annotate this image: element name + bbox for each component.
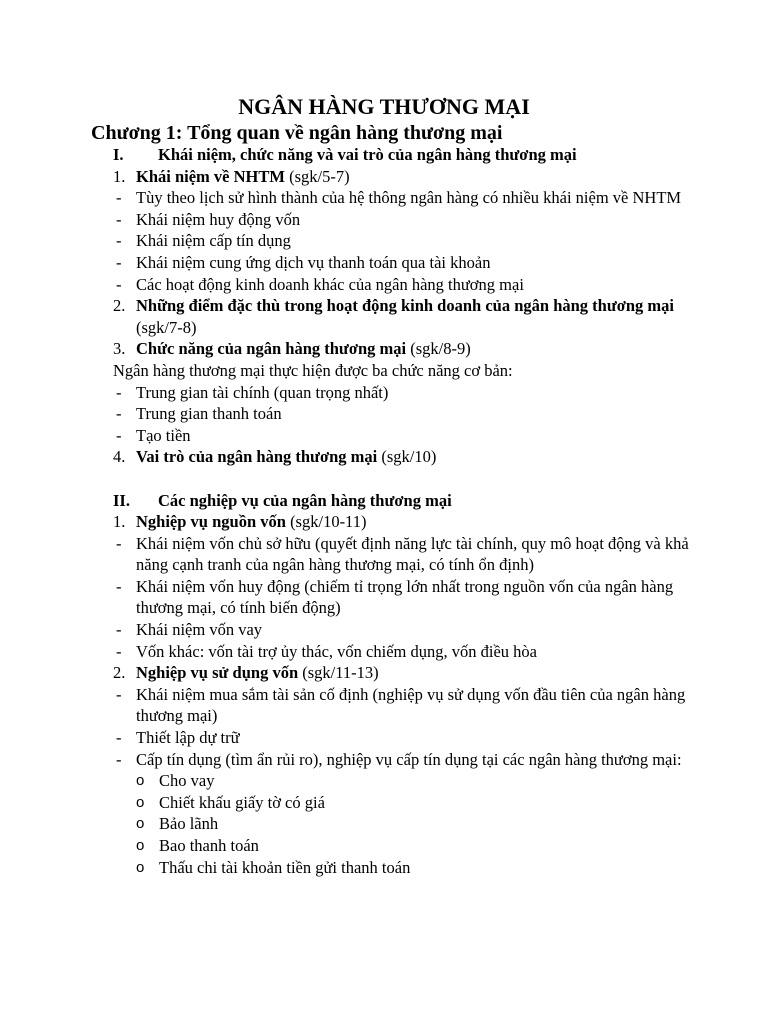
numbered-item: [113, 662, 693, 684]
list-item: [113, 619, 693, 641]
section-title: Khái niệm, chức năng và vai trò của ngân hàng thương mại: [158, 145, 577, 164]
item-reference: (sgk/10-11): [285, 512, 367, 532]
section-marker: II.: [113, 490, 130, 510]
item-reference: (sgk/10): [377, 447, 437, 467]
circle-marker: o: [136, 837, 145, 854]
sub-list-item: [113, 792, 693, 814]
section-marker: I.: [113, 145, 124, 164]
item-reference: (sgk/7-8): [136, 317, 197, 337]
item-number: 2.: [113, 663, 126, 683]
dash-marker: -: [116, 684, 122, 704]
paragraph-text: Ngân hàng thương mại thực hiện được ba chức năng cơ bản:: [113, 360, 513, 380]
list-item: [113, 727, 693, 749]
list-item: [113, 187, 693, 209]
list-item-text: Cấp tín dụng (tìm ẩn rủi ro), nghiệp vụ cấp tín dụng tại các ngân hàng thương mại:: [136, 749, 682, 769]
list-item-text: Khái niệm vốn chủ sở hữu (quyết định năng lực tài chính, quy mô hoạt động và khả năng cạnh tranh của ngân hàng thương mại, có tính ổn định): [136, 533, 689, 575]
list-item: [113, 209, 693, 231]
item-title: Những điểm đặc thù trong hoạt động kinh doanh của ngân hàng thương mại: [136, 296, 675, 316]
item-reference: (sgk/8-9): [406, 339, 471, 359]
sub-list-item: [113, 835, 693, 857]
list-item-text: Khái niệm vốn vay: [136, 620, 263, 640]
circle-marker: o: [136, 772, 145, 790]
item-number: 4.: [113, 447, 126, 467]
paragraph: [113, 360, 693, 382]
list-item-text: Trung gian tài chính (quan trọng nhất): [136, 382, 389, 402]
list-item-text: Khái niệm mua sắm tài sản cố định (nghiệp vụ sử dụng vốn đầu tiên của ngân hàng thương mại): [136, 684, 686, 726]
list-item-text: Khái niệm vốn huy động (chiếm tỉ trọng lớn nhất trong nguồn vốn của ngân hàng thương mại, có tính biến động): [136, 576, 674, 618]
list-item: [113, 403, 693, 425]
list-item-text: Trung gian thanh toán: [136, 404, 282, 424]
sub-list-item: [113, 770, 693, 792]
dash-marker: -: [116, 188, 122, 208]
list-item: [113, 252, 693, 274]
circle-marker: o: [136, 793, 145, 811]
document-body: [113, 144, 693, 878]
list-item-text: Vốn khác: vốn tài trợ ủy thác, vốn chiếm dụng, vốn điều hòa: [136, 641, 537, 661]
list-item: [113, 382, 693, 404]
dash-marker: -: [116, 749, 122, 769]
sub-list-item-text: Chiết khấu giấy tờ có giá: [159, 792, 325, 812]
sub-list-item-text: Thấu chi tài khoản tiền gửi thanh toán: [159, 857, 411, 877]
item-number: 2.: [113, 296, 126, 316]
numbered-item: [113, 338, 693, 360]
item-title: Nghiệp vụ nguồn vốn: [136, 512, 286, 532]
sub-list-item-text: Cho vay: [159, 771, 215, 791]
section-title: Các nghiệp vụ của ngân hàng thương mại: [158, 490, 452, 510]
page-title: NGÂN HÀNG THƯƠNG MẠI: [238, 94, 530, 119]
dash-marker: -: [116, 209, 122, 229]
item-title: Nghiệp vụ sử dụng vốn: [136, 663, 299, 683]
sub-list-item-text: Bao thanh toán: [159, 836, 259, 855]
section-heading: [113, 144, 693, 166]
item-number: 1.: [113, 166, 126, 186]
list-item: [113, 230, 693, 252]
list-item-text: Khái niệm cấp tín dụng: [136, 231, 291, 251]
blank-line: [113, 468, 693, 490]
dash-marker: -: [116, 533, 122, 553]
list-item-text: Các hoạt động kinh doanh khác của ngân hàng thương mại: [136, 274, 524, 294]
item-title: Vai trò của ngân hàng thương mại: [136, 447, 378, 467]
item-reference: (sgk/11-13): [298, 663, 379, 683]
list-item: [113, 576, 693, 619]
dash-marker: -: [116, 382, 122, 402]
numbered-item: [113, 166, 693, 188]
list-item-text: Khái niệm huy động vốn: [136, 209, 301, 229]
sub-list-item: [113, 857, 693, 879]
list-item-text: Tùy theo lịch sử hình thành của hệ thông ngân hàng có nhiều khái niệm về NHTM: [136, 188, 682, 208]
item-number: 3.: [113, 339, 126, 359]
dash-marker: -: [116, 231, 122, 251]
list-item: [113, 749, 693, 771]
dash-marker: -: [116, 252, 122, 272]
list-item-text: Thiết lập dự trữ: [136, 728, 240, 748]
list-item: [113, 684, 693, 727]
chapter-heading: Chương 1: Tổng quan về ngân hàng thương mại: [91, 122, 503, 144]
circle-marker: o: [136, 858, 145, 876]
dash-marker: -: [116, 404, 122, 424]
dash-marker: -: [116, 425, 122, 445]
circle-marker: o: [136, 815, 145, 833]
item-number: 1.: [113, 512, 126, 532]
item-reference: (sgk/5-7): [284, 166, 350, 186]
dash-marker: -: [116, 274, 122, 294]
numbered-item: [113, 446, 693, 468]
numbered-item: [113, 295, 693, 338]
sub-list-item-text: Bảo lãnh: [159, 814, 219, 834]
list-item: [113, 533, 693, 576]
dash-marker: -: [116, 641, 122, 661]
dash-marker: -: [116, 620, 122, 640]
dash-marker: -: [116, 728, 122, 748]
list-item-text: Khái niệm cung ứng dịch vụ thanh toán qua tài khoản: [136, 252, 491, 272]
numbered-item: [113, 511, 693, 533]
item-title: Chức năng của ngân hàng thương mại: [136, 339, 407, 359]
sub-list-item: [113, 813, 693, 835]
list-item: [113, 425, 693, 447]
item-title: Khái niệm về NHTM: [136, 166, 285, 186]
list-item-text: Tạo tiền: [136, 425, 191, 445]
section-heading: [113, 490, 693, 512]
dash-marker: -: [116, 576, 122, 596]
list-item: [113, 274, 693, 296]
list-item: [113, 641, 693, 663]
